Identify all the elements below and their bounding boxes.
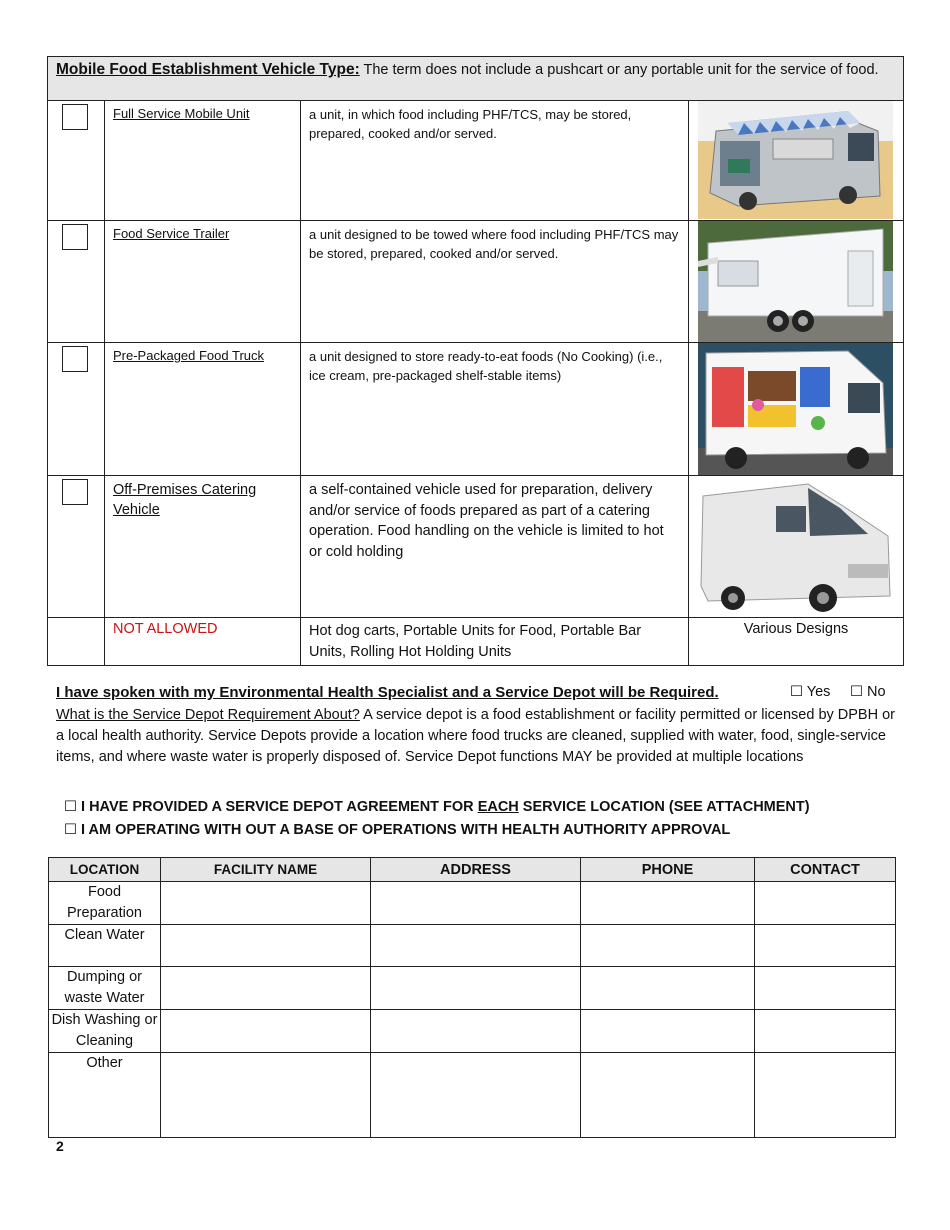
facility-name-field[interactable] [161, 882, 371, 925]
vehicle-type-table [47, 56, 904, 666]
table-row [49, 882, 896, 925]
vehicle-name: Off-Premises Catering Vehicle [113, 482, 257, 518]
food-service-trailer-checkbox[interactable] [62, 224, 88, 250]
table-row [49, 1010, 896, 1053]
not-allowed-label: NOT ALLOWED [105, 618, 301, 666]
vehicle-type-header [48, 57, 904, 101]
phone-field[interactable] [581, 1053, 755, 1138]
contact-field[interactable] [755, 1053, 896, 1138]
vehicle-description: a self-contained vehicle used for preparation, delivery and/or service of foods prepared as part of a catering operation. Food handling on the vehicle is limited to hot or cold holding [301, 476, 689, 618]
service-depot-yes-checkbox[interactable]: ☐ Yes [790, 684, 831, 700]
vehicle-row [48, 343, 904, 476]
off-premises-catering-vehicle-checkbox[interactable] [62, 479, 88, 505]
vehicle-row [48, 101, 904, 221]
address-header: ADDRESS [371, 858, 581, 882]
location-label: Other [49, 1053, 161, 1138]
contact-field[interactable] [755, 967, 896, 1010]
catering-van-image [698, 476, 893, 617]
contact-field[interactable] [755, 1010, 896, 1053]
phone-field[interactable] [581, 967, 755, 1010]
vehicle-row [48, 476, 904, 618]
service-depot-agreement-option[interactable] [64, 799, 810, 815]
vehicle-name: Food Service Trailer [113, 226, 230, 241]
phone-field[interactable] [581, 882, 755, 925]
facility-name-field[interactable] [161, 1010, 371, 1053]
address-field[interactable] [371, 1053, 581, 1138]
option-text: ☐ I HAVE PROVIDED A SERVICE DEPOT AGREEMENT FOR [64, 799, 478, 815]
vehicle-name: Full Service Mobile Unit [113, 106, 250, 121]
contact-field[interactable] [755, 882, 896, 925]
service-depot-question: What is the Service Depot Requirement About? [56, 707, 360, 723]
service-depot-description [56, 705, 896, 768]
contact-field[interactable] [755, 925, 896, 967]
vehicle-description: a unit designed to be towed where food including PHF/TCS may be stored, prepared, cooked and/or served. [301, 221, 689, 343]
not-allowed-description: Hot dog carts, Portable Units for Food, Portable Bar Units, Rolling Hot Holding Units [301, 618, 689, 666]
address-field[interactable] [371, 1010, 581, 1053]
phone-field[interactable] [581, 925, 755, 967]
not-allowed-row [48, 618, 904, 666]
service-location-table [48, 857, 896, 1138]
service-depot-body: A service depot is a food establishment or facility permitted or licensed by DPBH or a local health authority. Service Depots provide a location where food trucks are cleaned, supplied with water, food, single-service items, and where waste water is properly disposed of. Service Depot functions MAY be provided at multiple locations [56, 707, 895, 765]
various-designs: Various Designs [689, 618, 904, 666]
service-depot-no-checkbox[interactable]: ☐ No [850, 684, 886, 700]
option-emphasis: EACH [477, 799, 519, 815]
address-field[interactable] [371, 882, 581, 925]
location-label: Dumping or waste Water [49, 967, 161, 1010]
vehicle-type-note: The term does not include a pushcart or any portable unit for the service of food. [359, 62, 879, 78]
vehicle-row [48, 221, 904, 343]
vehicle-type-title: Mobile Food Establishment Vehicle Type: [56, 61, 360, 78]
table-row [49, 925, 896, 967]
contact-header: CONTACT [755, 858, 896, 882]
vehicle-description: a unit designed to store ready-to-eat foods (No Cooking) (i.e., ice cream, pre-packaged shelf-stable items) [301, 343, 689, 476]
service-depot-title: I have spoken with my Environmental Health Specialist and a Service Depot will be Required. [56, 684, 719, 701]
facility-name-field[interactable] [161, 1053, 371, 1138]
facility-name-header: FACILITY NAME [161, 858, 371, 882]
phone-header: PHONE [581, 858, 755, 882]
no-base-of-operations-option[interactable]: ☐ I AM OPERATING WITH OUT A BASE OF OPERATIONS WITH HEALTH AUTHORITY APPROVAL [64, 822, 731, 838]
ice-cream-truck-image [698, 343, 893, 475]
location-label: Clean Water [49, 925, 161, 967]
location-header: LOCATION [49, 858, 161, 882]
vehicle-name: Pre-Packaged Food Truck [113, 348, 265, 363]
location-label: Dish Washing or Cleaning [49, 1010, 161, 1053]
table-row [49, 1053, 896, 1138]
address-field[interactable] [371, 967, 581, 1010]
address-field[interactable] [371, 925, 581, 967]
location-label: Food Preparation [49, 882, 161, 925]
pre-packaged-food-truck-checkbox[interactable] [62, 346, 88, 372]
option-text: SERVICE LOCATION (SEE ATTACHMENT) [518, 799, 810, 815]
table-row [49, 967, 896, 1010]
vehicle-description: a unit, in which food including PHF/TCS, may be stored, prepared, cooked and/or served. [301, 101, 689, 221]
facility-name-field[interactable] [161, 967, 371, 1010]
phone-field[interactable] [581, 1010, 755, 1053]
page-number: 2 [56, 1138, 64, 1154]
full-service-mobile-unit-checkbox[interactable] [62, 104, 88, 130]
full-service-mobile-unit-image [698, 101, 893, 219]
food-service-trailer-image [698, 221, 893, 342]
facility-name-field[interactable] [161, 925, 371, 967]
